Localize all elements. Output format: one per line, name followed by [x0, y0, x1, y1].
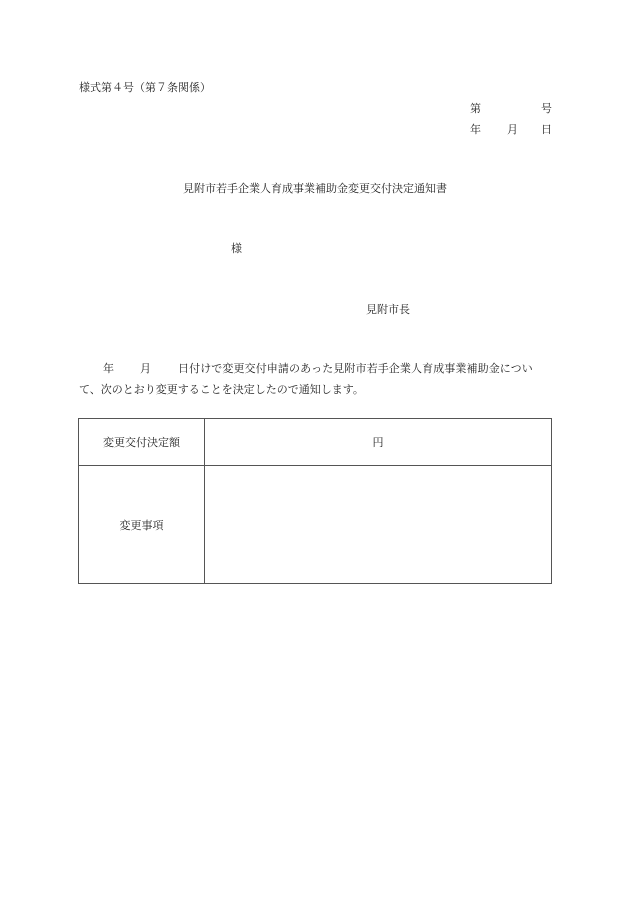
document-title: 見附市若手企業人育成事業補助金変更交付決定通知書	[183, 182, 447, 195]
date-year: 年	[470, 123, 481, 136]
changes-value	[205, 466, 552, 584]
changes-label: 変更事項	[79, 466, 205, 584]
amount-value: 円	[205, 419, 552, 466]
body-text-line-1	[79, 363, 559, 375]
form-number: 様式第４号（第７条関係）	[79, 81, 211, 94]
doc-number-prefix: 第	[470, 102, 481, 115]
amount-label: 変更交付決定額	[79, 419, 205, 466]
body-month: 月	[140, 362, 152, 375]
addressee-honorific: 様	[231, 242, 242, 255]
issuer-name: 見附市長	[366, 303, 410, 316]
date-day: 日	[541, 123, 552, 136]
date-month: 月	[507, 123, 518, 136]
doc-number-suffix: 号	[541, 102, 552, 115]
table-row-amount	[79, 419, 552, 466]
table-row-changes	[79, 466, 552, 584]
body-line-1-rest: 日付けで変更交付申請のあった見附市若手企業人育成事業補助金につい	[178, 362, 533, 375]
grant-change-table	[78, 418, 552, 584]
body-year: 年	[103, 362, 115, 375]
body-text-line-2: て、次のとおり変更することを決定したので通知します。	[79, 383, 364, 396]
